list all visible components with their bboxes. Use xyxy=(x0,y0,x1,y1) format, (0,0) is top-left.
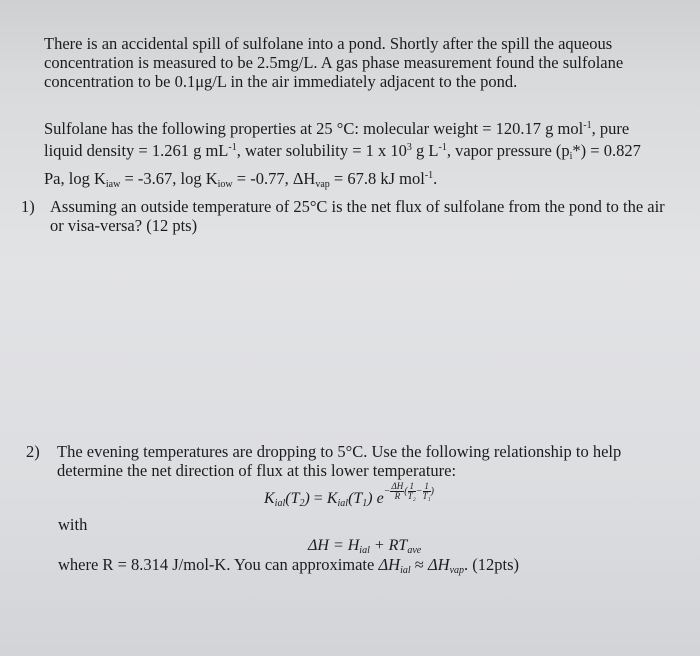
question-2-line-1: The evening temperatures are dropping to 5°C. Use the following relationship to help xyxy=(57,442,622,461)
equation-exponent: − ΔH R ( 1 T₂ − 1 T₁ ) xyxy=(383,481,434,502)
temperature-dependence-equation: $K_{ial}(T_2) = K_{ial}(T_1)$ $e^{- \frac{\Delta H}{R} ( \frac{1}{\text{T₂}} - \frac{1}{\text{T₁}} )}$ xyxy=(264,481,434,509)
properties-line-3: Pa, $\log K_{iaw} = -3.67$, $\log K_{iow} = -0.77$, $\Delta H_{vap} = 67.8$ kJ mol$^{-1}$. xyxy=(44,169,438,190)
question-1-text xyxy=(50,197,665,235)
intro-line-3: concentration to be 0.1μg/L in the air immediately adjacent to the pond. xyxy=(44,72,518,91)
bleed-through-text xyxy=(40,318,44,335)
properties-line-2: liquid density = 1.261 g $mL^{-1}$, water solubility = 1 x $10^3$ g $L^{-1}$, vapor pressure $(p_i*) = 0.827$ xyxy=(44,141,641,162)
where-statement: where R = 8.314 J/mol-K. You can approximate $\Delta H_{ial} \approx \Delta H_{vap}$. (12pts) xyxy=(58,555,520,576)
question-2-text xyxy=(57,442,621,480)
enthalpy-equation: $\Delta H = H_{ial} + RT_{ave}$ xyxy=(308,537,422,556)
question-2-number: 2) xyxy=(26,442,40,461)
question-2-line-2: determine the net direction of flux at this lower temperature: xyxy=(57,461,457,480)
question-1-number: 1) xyxy=(21,197,35,216)
intro-paragraph xyxy=(44,34,623,91)
intro-line-2: concentration is measured to be 2.5mg/L. A gas phase measurement found the sulfolane xyxy=(44,53,624,72)
question-1-line-2: or visa-versa? (12 pts) xyxy=(50,216,198,235)
question-1-line-1: Assuming an outside temperature of 25°C is the net flux of sulfolane from the pond to the air xyxy=(50,197,665,216)
intro-line-1: There is an accidental spill of sulfolane into a pond. Shortly after the spill the aqueous xyxy=(44,34,613,53)
properties-line-1: Sulfolane has the following properties at 25 °C: molecular weight = 120.17 g mol$^{-1}$, pure xyxy=(44,119,630,138)
with-label: with xyxy=(58,515,88,534)
properties-paragraph xyxy=(44,116,641,194)
